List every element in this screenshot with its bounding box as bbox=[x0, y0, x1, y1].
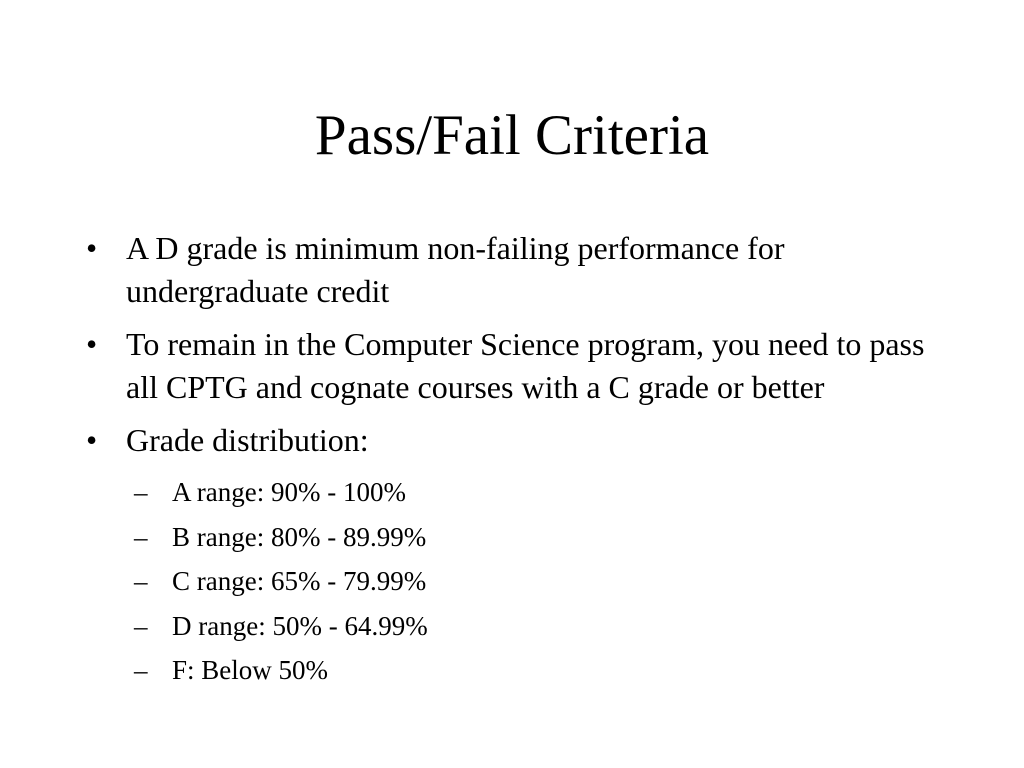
sub-list-item bbox=[134, 559, 946, 604]
sub-marker: – bbox=[134, 655, 148, 685]
sub-list-item bbox=[134, 470, 946, 515]
sub-list-item bbox=[134, 648, 946, 693]
bullet-marker: • bbox=[86, 230, 98, 266]
sub-marker: – bbox=[134, 610, 148, 641]
sub-marker: – bbox=[134, 566, 148, 596]
grade-range-text: B range: 80% - 89.99% bbox=[172, 521, 427, 552]
bullet-item bbox=[86, 227, 946, 313]
grade-range-text: A range: 90% - 100% bbox=[172, 477, 406, 507]
bullet-marker: • bbox=[86, 422, 98, 458]
sub-marker: – bbox=[134, 477, 148, 507]
bullet-marker: • bbox=[86, 326, 98, 362]
slide-title: Pass/Fail Criteria bbox=[314, 104, 710, 167]
bullet-text: A D grade is minimum non-failing performance for undergraduate credit bbox=[126, 230, 785, 309]
sub-list-item bbox=[134, 515, 946, 560]
grade-distribution-list bbox=[134, 470, 946, 693]
bullet-item bbox=[86, 323, 946, 409]
bullet-text: To remain in the Computer Science program, you need to pass all CPTG and cognate courses with a C grade or better bbox=[126, 326, 925, 405]
grade-range-text: F: Below 50% bbox=[172, 655, 329, 685]
sub-list-item bbox=[134, 604, 946, 649]
grade-range-text: D range: 50% - 64.99% bbox=[172, 610, 428, 641]
bullet-text: Grade distribution: bbox=[126, 422, 369, 458]
sub-marker: – bbox=[134, 521, 148, 552]
bullet-list bbox=[86, 227, 946, 703]
grade-range-text: C range: 65% - 79.99% bbox=[172, 566, 427, 596]
bullet-item bbox=[86, 419, 946, 693]
